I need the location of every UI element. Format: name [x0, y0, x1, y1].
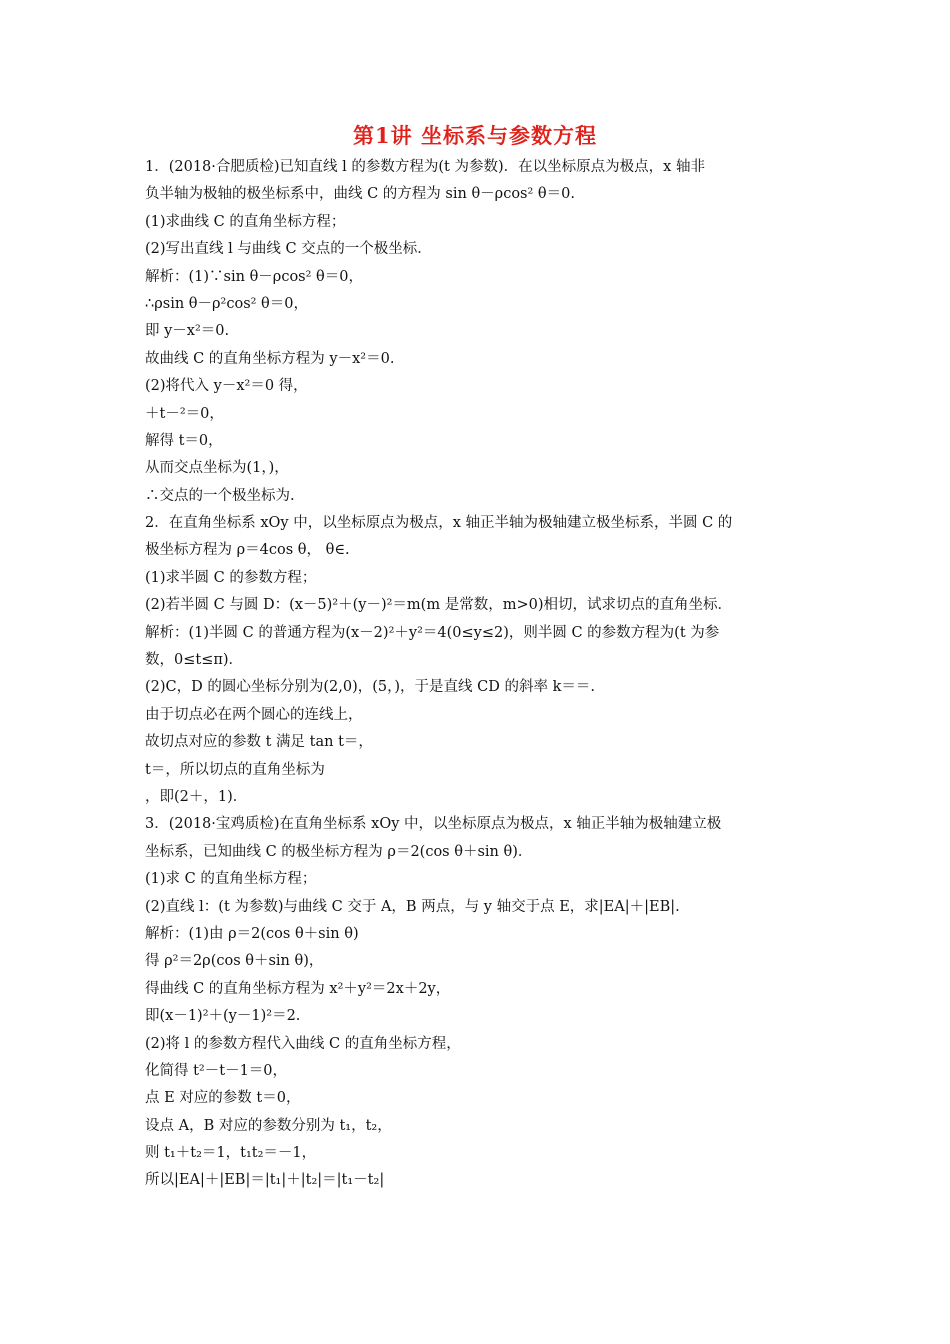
- document-body: [145, 154, 815, 1195]
- text-line: 解析：(1)半圆 C 的普通方程为(x－2)²＋y²＝4(0≤y≤2)，则半圆 C 的参数方程为(t 为参: [145, 624, 720, 641]
- text-line: 得曲线 C 的直角坐标方程为 x²＋y²＝2x＋2y，: [145, 980, 451, 997]
- text-line: 1．(2018·合肥质检)已知直线 l 的参数方程为(t 为参数)．在以坐标原点为极点，x 轴非: [145, 159, 705, 175]
- text-line: ＋t－²＝0，: [145, 405, 224, 422]
- text-line: 2．在直角坐标系 xOy 中，以坐标原点为极点，x 轴正半轴为极轴建立极坐标系，半圆 C 的: [145, 515, 733, 532]
- text-line: 得 ρ²＝2ρ(cos θ＋sin θ)，: [145, 953, 324, 970]
- text-line: (2)直线 l：(t 为参数)与曲线 C 交于 A，B 两点，与 y 轴交于点 E，求|EA|＋|EB|.: [145, 898, 680, 915]
- text-line: 则 t₁＋t₂＝1，t₁t₂＝－1，: [145, 1145, 317, 1162]
- text-line: 故切点对应的参数 t 满足 tan t＝，: [145, 734, 373, 751]
- text-line: (2)将 l 的参数方程代入曲线 C 的直角坐标方程，: [145, 1035, 461, 1052]
- text-line: 极坐标方程为 ρ＝4cos θ， θ∈.: [145, 542, 350, 559]
- text-line: 坐标系，已知曲线 C 的极坐标方程为 ρ＝2(cos θ＋sin θ)．: [145, 843, 533, 860]
- text-line: 解得 t＝0，: [145, 432, 223, 449]
- text-line: 化简得 t²－t－1＝0，: [145, 1062, 288, 1079]
- text-line: 解析：(1)∵sin θ－ρcos² θ＝0，: [145, 268, 363, 285]
- text-line: 数，0≤t≤π)．: [145, 652, 244, 669]
- page-title: 第1讲 坐标系与参数方程: [353, 123, 597, 148]
- text-line: 点 E 对应的参数 t＝0，: [145, 1090, 301, 1107]
- text-line: 即(x－1)²＋(y－1)²＝2.: [145, 1008, 301, 1025]
- text-line: (2)若半圆 C 与圆 D：(x－5)²＋(y－)²＝m(m 是常数，m>0)相切，试求切点的直角坐标．: [145, 597, 732, 614]
- text-line: 所以|EA|＋|EB|＝|t₁|＋|t₂|＝|t₁－t₂|: [145, 1172, 385, 1189]
- text-line: (2)将代入 y－x²＝0 得，: [145, 378, 308, 395]
- text-line: 由于切点必在两个圆心的连线上，: [145, 706, 363, 723]
- text-line: 解析：(1)由 ρ＝2(cos θ＋sin θ): [145, 925, 359, 942]
- text-line: 设点 A，B 对应的参数分别为 t₁，t₂，: [145, 1117, 392, 1134]
- text-line: t＝，所以切点的直角坐标为: [145, 761, 325, 778]
- text-line: (1)求 C 的直角坐标方程；: [145, 871, 317, 888]
- text-line: 即 y－x²＝0.: [145, 323, 230, 340]
- text-line: (2)C，D 的圆心坐标分别为(2,0)，(5，)，于是直线 CD 的斜率 k＝＝.: [145, 679, 595, 696]
- text-line: 3．(2018·宝鸡质检)在直角坐标系 xOy 中，以坐标原点为极点，x 轴正半轴为极轴建立极: [145, 816, 722, 833]
- text-line: ∴交点的一个极坐标为.: [145, 487, 295, 504]
- text-line: (1)求半圆 C 的参数方程；: [145, 569, 317, 586]
- text-line: 负半轴为极轴的极坐标系中，曲线 C 的方程为 sin θ－ρcos² θ＝0.: [145, 186, 575, 203]
- text-line: (1)求曲线 C 的直角坐标方程；: [145, 213, 346, 230]
- text-line: ，即(2＋，1)．: [145, 788, 248, 805]
- text-line: 故曲线 C 的直角坐标方程为 y－x²＝0.: [145, 350, 395, 367]
- text-line: ∴ρsin θ－ρ²cos² θ＝0，: [145, 295, 309, 312]
- text-line: 从而交点坐标为(1，)，: [145, 460, 289, 477]
- text-line: (2)写出直线 l 与曲线 C 交点的一个极坐标．: [145, 241, 432, 258]
